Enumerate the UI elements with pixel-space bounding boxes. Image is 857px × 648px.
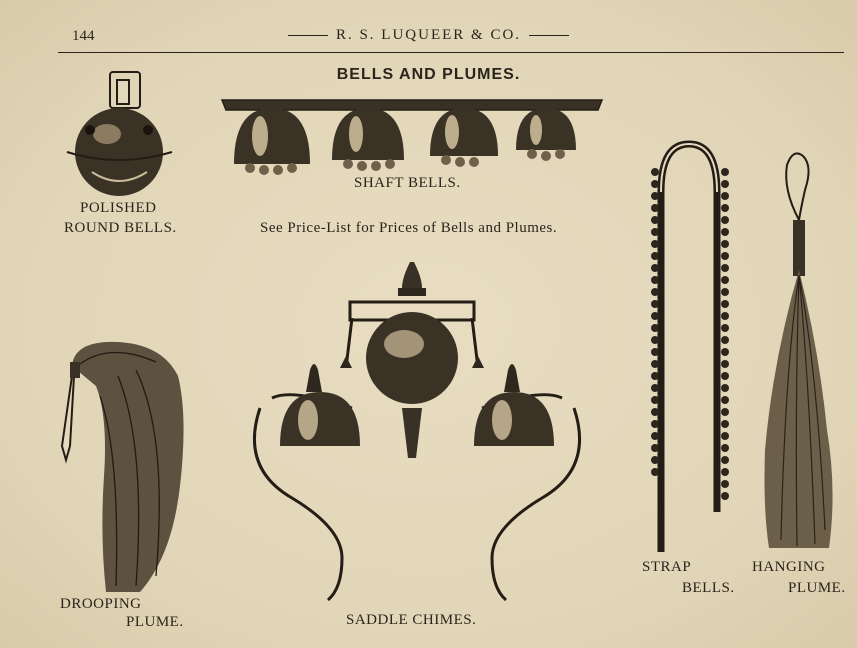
page-number: 144 <box>72 28 95 44</box>
strap-bell-left <box>651 396 659 404</box>
strap-bell-left <box>651 228 659 236</box>
drooping-plume-illustration <box>60 336 190 596</box>
strap-bell-left <box>651 336 659 344</box>
strap-bell-left <box>651 348 659 356</box>
strap-bell-right <box>721 432 729 440</box>
strap-bell-left <box>651 288 659 296</box>
strap-bell-right <box>721 288 729 296</box>
strap-bell-right <box>721 384 729 392</box>
strap-bell-right <box>721 336 729 344</box>
strap-bell-left <box>651 420 659 428</box>
caption-drooping-plume-1: DROOPING <box>60 596 142 612</box>
header-dash-right <box>529 35 569 36</box>
strap-bell-right <box>721 300 729 308</box>
strap-bell-left <box>651 444 659 452</box>
strap-bell-left <box>651 468 659 476</box>
caption-hanging-plume-1: HANGING <box>752 559 826 575</box>
strap-bell-right <box>721 468 729 476</box>
page-title: BELLS AND PLUMES. <box>336 66 521 83</box>
strap-bell-left <box>651 168 659 176</box>
price-list-note: See Price-List for Prices of Bells and Plumes. <box>260 220 558 236</box>
strap-bell-left <box>651 264 659 272</box>
shaft-bells-illustration <box>220 96 605 176</box>
strap-bell-right <box>721 168 729 176</box>
strap-bell-left <box>651 432 659 440</box>
strap-bell-right <box>721 204 729 212</box>
strap-bell-left <box>651 276 659 284</box>
strap-bell-left <box>651 372 659 380</box>
caption-drooping-plume-2: PLUME. <box>126 614 184 630</box>
strap-bell-right <box>721 480 729 488</box>
strap-bell-right <box>721 264 729 272</box>
header-rule <box>58 52 844 53</box>
caption-strap-bells-2: BELLS. <box>682 580 735 596</box>
caption-round-bells-2: ROUND BELLS. <box>64 220 177 236</box>
caption-strap-bells-1: STRAP <box>642 559 692 575</box>
strap-bell-right <box>721 312 729 320</box>
strap-bell-right <box>721 396 729 404</box>
strap-bell-right <box>721 420 729 428</box>
strap-bell-right <box>721 192 729 200</box>
caption-saddle-chimes: SADDLE CHIMES. <box>346 612 477 628</box>
strap-bell-left <box>651 240 659 248</box>
strap-bell-right <box>721 360 729 368</box>
strap-bell-left <box>651 252 659 260</box>
strap-bell-left <box>651 324 659 332</box>
strap-bell-right <box>721 252 729 260</box>
strap-bell-left <box>651 408 659 416</box>
strap-bell-left <box>651 180 659 188</box>
caption-hanging-plume-2: PLUME. <box>788 580 846 596</box>
strap-bell-right <box>721 372 729 380</box>
caption-round-bells-1: POLISHED <box>80 200 157 216</box>
strap-bell-left <box>651 312 659 320</box>
strap-bell-left <box>651 384 659 392</box>
strap-bell-left <box>651 456 659 464</box>
strap-bell-right <box>721 228 729 236</box>
strap-bells-illustration <box>645 132 735 557</box>
strap-bell-left <box>651 192 659 200</box>
strap-bell-right <box>721 444 729 452</box>
strap-bell-left <box>651 360 659 368</box>
running-title: R. S. LUQUEER & CO. <box>335 27 522 43</box>
strap-bell-right <box>721 408 729 416</box>
strap-bell-right <box>721 348 729 356</box>
strap-bell-right <box>721 492 729 500</box>
saddle-chimes-illustration <box>252 258 582 608</box>
strap-bell-left <box>651 216 659 224</box>
strap-bell-right <box>721 216 729 224</box>
strap-bell-right <box>721 324 729 332</box>
strap-bell-left <box>651 204 659 212</box>
running-header <box>0 27 857 44</box>
strap-bell-right <box>721 276 729 284</box>
strap-bell-right <box>721 456 729 464</box>
header-dash-left <box>288 35 328 36</box>
strap-bell-right <box>721 240 729 248</box>
strap-bell-right <box>721 180 729 188</box>
hanging-plume-illustration <box>755 150 845 550</box>
caption-shaft-bells: SHAFT BELLS. <box>354 175 461 191</box>
strap-bell-left <box>651 300 659 308</box>
round-bell-illustration <box>62 72 177 197</box>
